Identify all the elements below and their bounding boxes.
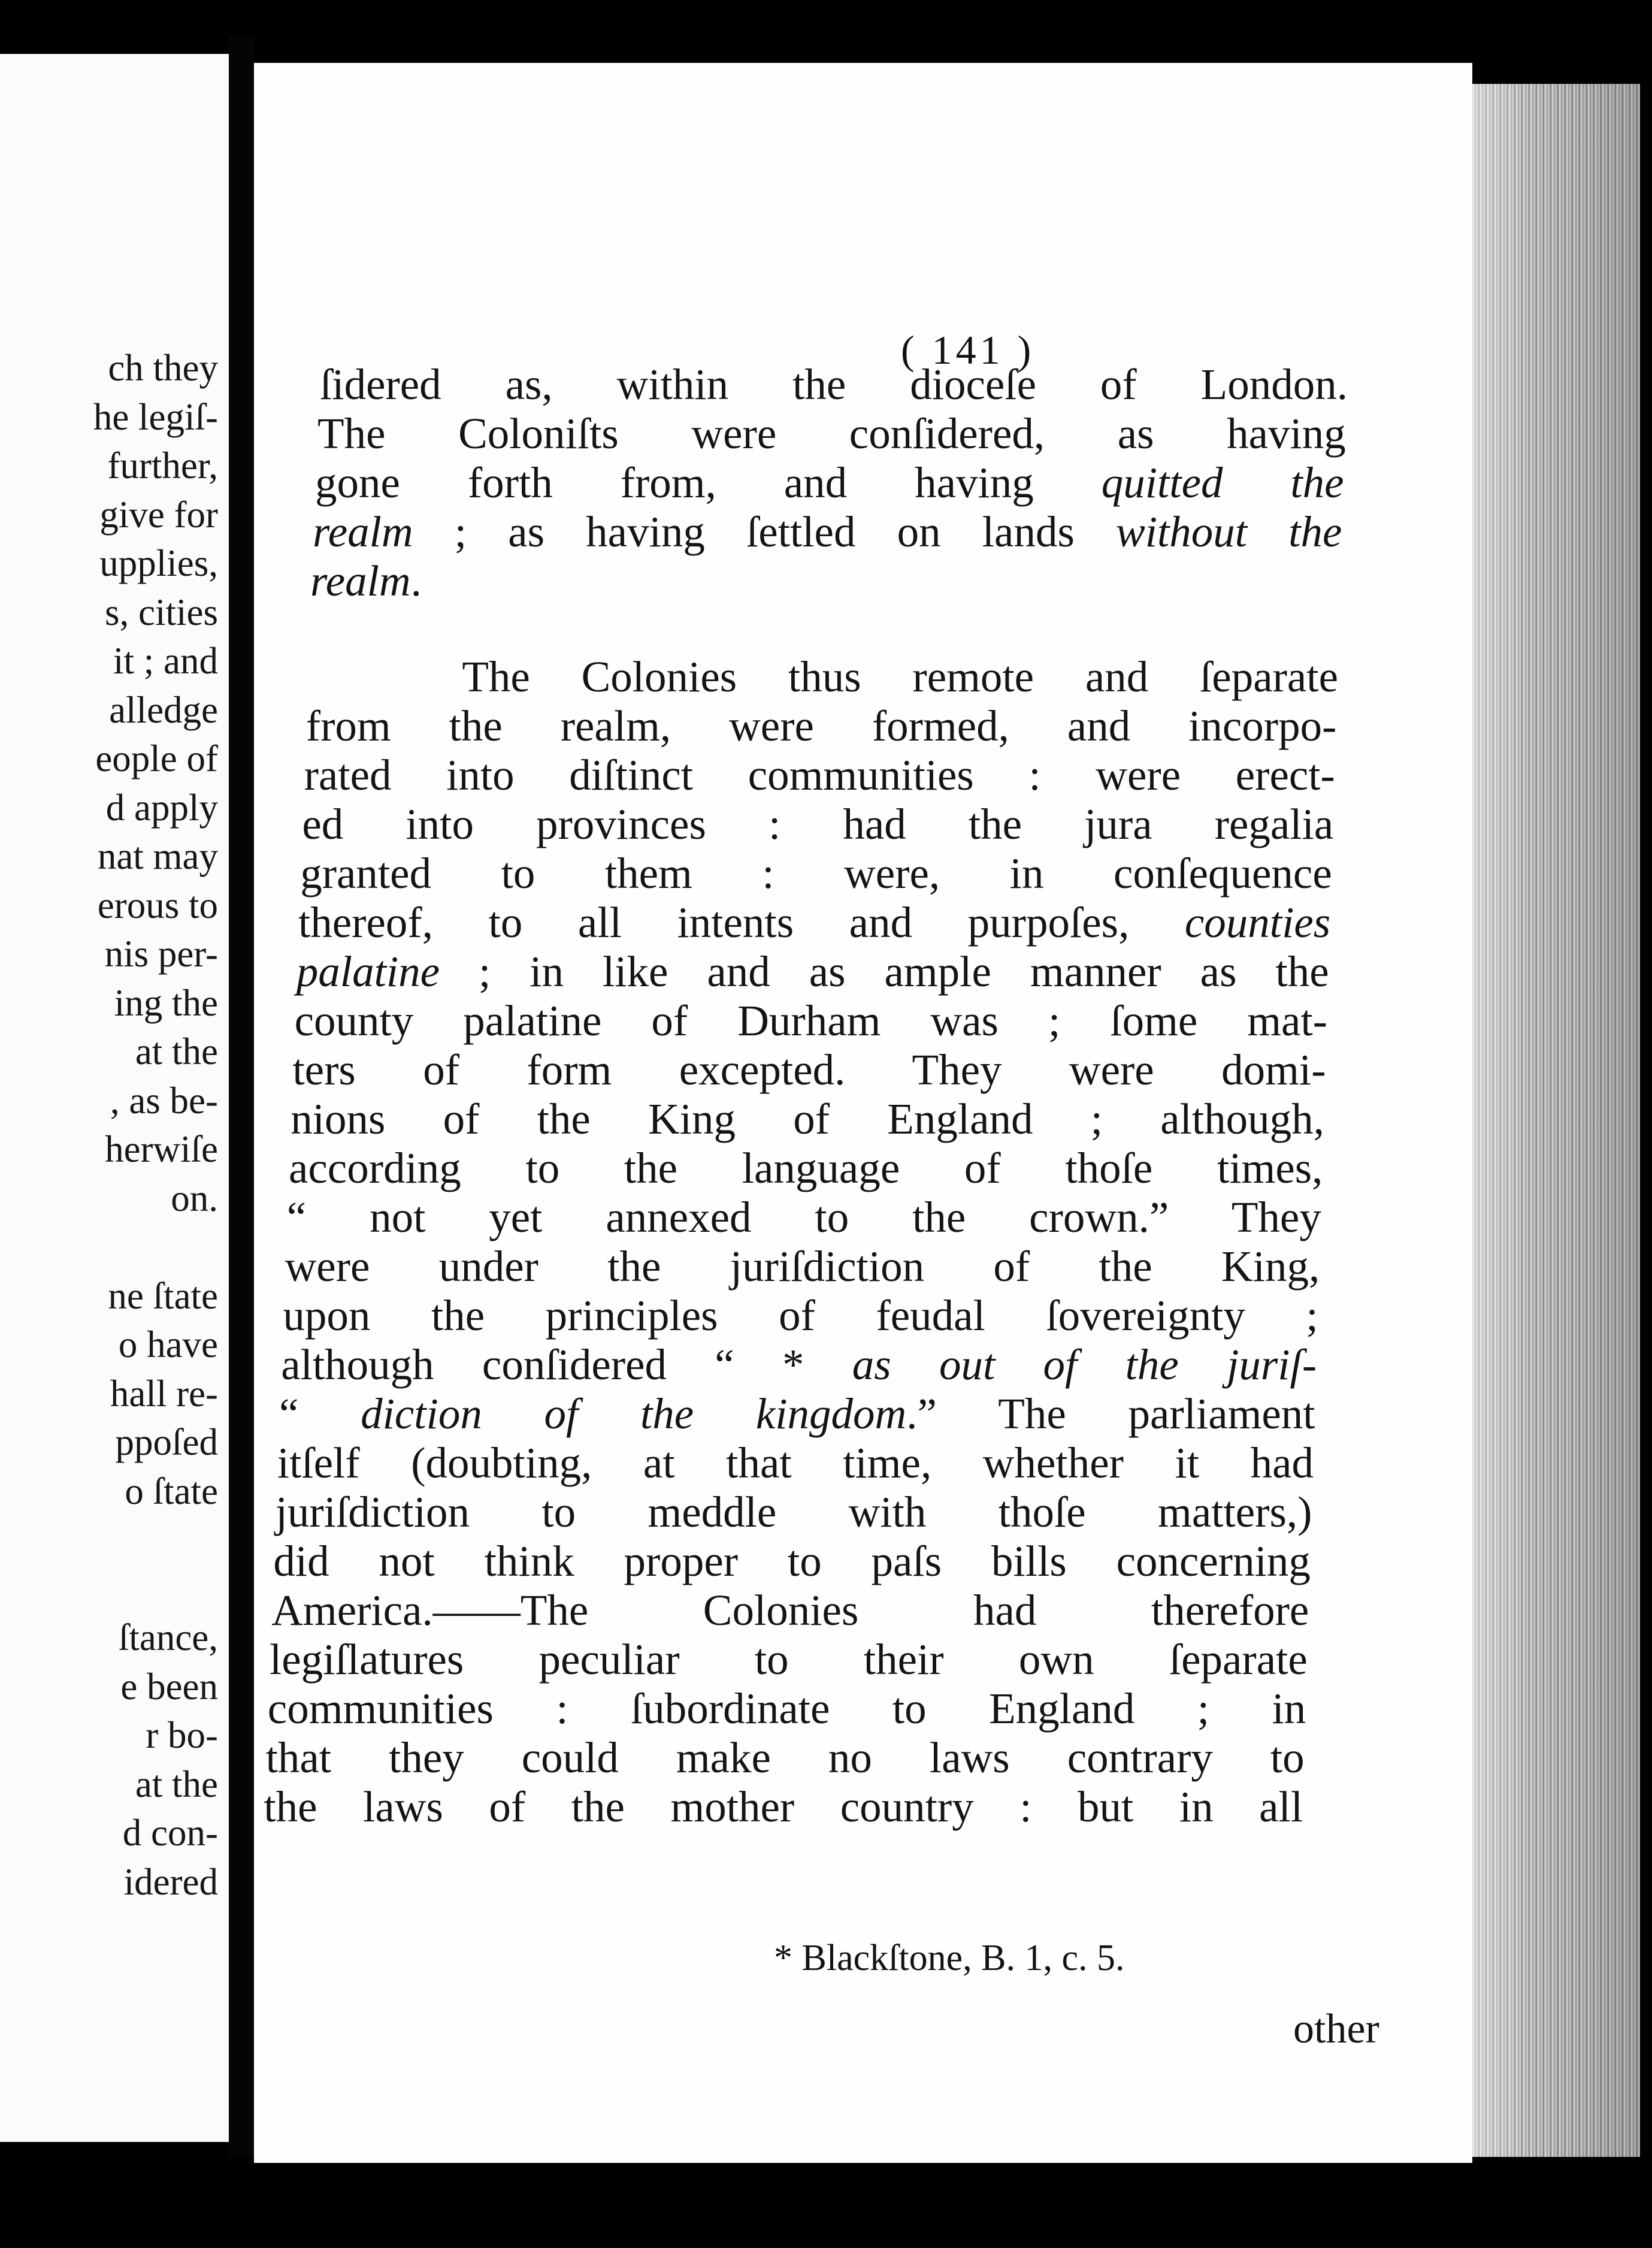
left-page-line: r bo- — [146, 1714, 218, 1756]
left-page-line: at the — [135, 1763, 218, 1805]
left-page-line: alledge — [109, 688, 218, 731]
left-page-line: s, cities — [105, 591, 218, 633]
text-line: realm ; as having ſettled on lands without the — [313, 507, 1342, 556]
left-page-line: it ; and — [113, 640, 218, 682]
text-line: county palatine of Durham was ; ſome mat- — [294, 996, 1328, 1045]
text-line: upon the principles of feudal ſovereignty ; — [283, 1291, 1318, 1340]
left-page-line: ch they — [108, 347, 218, 389]
left-page-line: ppoſed — [115, 1421, 218, 1463]
text-line: thereof, to all intents and purpoſes, counties — [298, 898, 1331, 947]
text-line: “ not yet annexed to the crown.” They — [286, 1193, 1321, 1241]
text-line: palatine ; in like and as ample manner as the — [296, 947, 1329, 996]
text-line: juriſdiction to meddle with thoſe matters,) — [275, 1488, 1312, 1536]
text-line: ſidered as, within the dioceſe of London. — [320, 360, 1348, 409]
left-page-line: ing the — [114, 981, 218, 1024]
left-page-line: he legiſ- — [93, 395, 218, 438]
left-page-line: hall re- — [110, 1372, 218, 1415]
text-line: communities : ſubordinate to England ; in — [267, 1684, 1306, 1733]
text-line: were under the juriſdiction of the King, — [285, 1242, 1320, 1291]
text-line: The Coloniſts were conſidered, as having — [317, 409, 1346, 458]
page-number: ( 141 ) — [901, 327, 1035, 373]
text-line: the laws of the mother country : but in all — [264, 1782, 1303, 1831]
left-page-line: herwiſe — [105, 1128, 218, 1170]
text-line: realm. — [310, 557, 422, 605]
left-page-line: further, — [107, 445, 218, 487]
text-line: “ diction of the kingdom.” The parliament — [279, 1389, 1315, 1438]
left-page-line: nat may — [97, 835, 218, 877]
left-page-line: at the — [135, 1031, 218, 1072]
text-line: according to the language of thoſe times, — [289, 1144, 1323, 1192]
left-page-line: d con- — [122, 1812, 218, 1854]
left-page-line: idered — [123, 1860, 218, 1903]
text-line: nions of the King of England ; although, — [291, 1095, 1324, 1143]
text-line: ed into provinces : had the jura regalia — [302, 800, 1334, 848]
text-line: legiſlatures peculiar to their own ſeparate — [270, 1635, 1308, 1684]
left-page-line: ſtance, — [118, 1616, 218, 1658]
text-line: granted to them : were, in conſequence — [300, 849, 1332, 898]
left-page-line: on. — [171, 1177, 218, 1219]
text-line: that they could make no laws contrary to — [265, 1733, 1305, 1782]
left-page-line: , as be- — [110, 1079, 218, 1122]
footnote: * Blackſtone, B. 1, c. 5. — [774, 1938, 1125, 1978]
catchword: other — [1293, 2006, 1379, 2052]
text-line: did not think proper to paſs bills concerning — [273, 1537, 1311, 1585]
text-line: itſelf (doubting, at that time, whether it had — [277, 1439, 1314, 1487]
text-line: America.——The Colonies had therefore — [271, 1586, 1309, 1634]
left-page-line: ne ſtate — [108, 1274, 218, 1317]
left-page-line: o ſtate — [125, 1470, 218, 1512]
left-page-line: upplies, — [99, 542, 218, 584]
page-edges — [1466, 84, 1640, 2157]
text-line: ters of form excepted. They were domi- — [292, 1046, 1326, 1094]
text-line: The Colonies thus remote and ſeparate — [308, 652, 1338, 701]
left-page-line: eople of — [95, 738, 218, 779]
left-page-line: erous to — [97, 884, 218, 926]
left-page-line: nis per- — [104, 933, 218, 975]
left-page-line: o have — [118, 1324, 218, 1365]
text-line: from the realm, were formed, and incorpo- — [305, 702, 1337, 750]
left-page-line: give for — [99, 493, 218, 536]
left-page-line: e been — [120, 1665, 218, 1708]
facing-page-left — [0, 54, 229, 2142]
main-page — [254, 63, 1472, 2163]
left-page-line: d apply — [105, 786, 218, 829]
text-line: rated into diſtinct communities : were erect- — [304, 751, 1335, 799]
text-line: although conſidered “ * as out of the juriſ- — [281, 1340, 1317, 1389]
book-gutter — [229, 36, 254, 2157]
text-line: gone forth from, and having quitted the — [315, 458, 1344, 507]
